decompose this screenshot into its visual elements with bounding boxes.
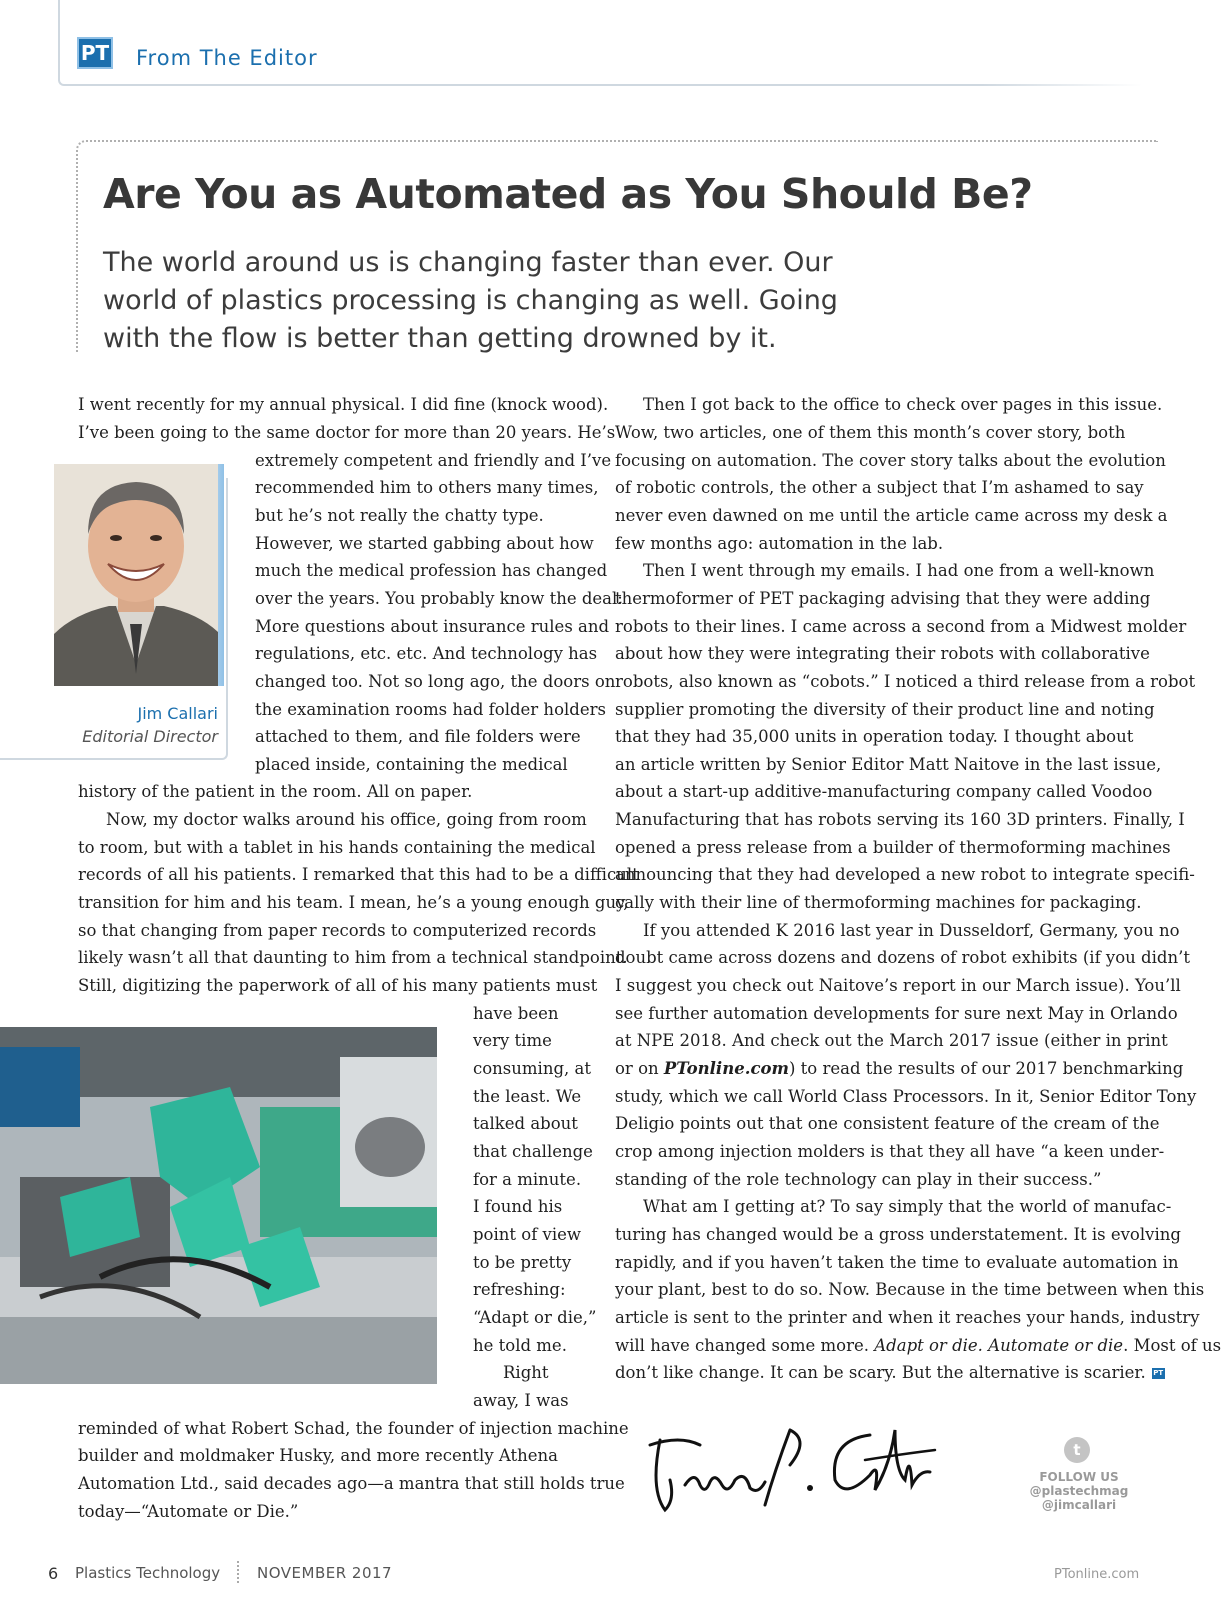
body-line: More questions about insurance rules and xyxy=(255,617,610,636)
body-line: thermoformer of PET packaging advising that they were adding xyxy=(615,589,1151,608)
italic-phrase: Adapt or die. Automate or die xyxy=(874,1336,1124,1355)
body-line: much the medical profession has changed xyxy=(255,561,608,580)
handle-plastechmag[interactable]: @plastechmag xyxy=(1029,1484,1129,1498)
body-line: robots to their lines. I came across a second from a Midwest molder xyxy=(615,617,1187,636)
body-line: consuming, at xyxy=(473,1059,591,1078)
body-line: have been xyxy=(473,1004,559,1023)
body-line: the examination rooms had folder holders xyxy=(255,700,606,719)
body-line: your plant, best to do so. Now. Because in the time between when this xyxy=(615,1280,1205,1299)
body-line: Deligio points out that one consistent feature of the cream of the xyxy=(615,1114,1160,1133)
footer-divider xyxy=(237,1561,239,1583)
body-line: If you attended K 2016 last year in Dusseldorf, Germany, you no xyxy=(643,921,1180,940)
body-line: standing of the role technology can play in their success.” xyxy=(615,1170,1102,1189)
body-line: I’ve been going to the same doctor for more than 20 years. He’s xyxy=(78,423,616,442)
body-line: history of the patient in the room. All on paper. xyxy=(78,782,473,801)
body-line: transition for him and his team. I mean, he’s a young enough guy, xyxy=(78,893,629,912)
body-text-fragment: or on xyxy=(615,1059,664,1078)
body-line: few months ago: automation in the lab. xyxy=(615,534,944,553)
body-line: attached to them, and file folders were xyxy=(255,727,581,746)
body-line: doubt came across dozens and dozens of robot exhibits (if you didn’t xyxy=(615,948,1190,967)
body-line: but he’s not really the chatty type. xyxy=(255,506,544,525)
body-line: What am I getting at? To say simply that the world of manufac- xyxy=(643,1197,1172,1216)
body-line: Manufacturing that has robots serving its 160 3D printers. Finally, I xyxy=(615,810,1185,829)
handle-jimcallari[interactable]: @jimcallari xyxy=(1041,1498,1117,1512)
body-line: the least. We xyxy=(473,1087,582,1106)
body-text-fragment: ) to read the results of our 2017 benchmarking xyxy=(788,1059,1184,1078)
body-line: Right xyxy=(503,1363,549,1382)
pt-logo: PT xyxy=(77,37,113,69)
body-text-fragment: . Most of us xyxy=(1123,1336,1221,1355)
body-line: never even dawned on me until the article came across my desk a xyxy=(615,506,1168,525)
body-line: Then I got back to the office to check over pages in this issue. xyxy=(643,395,1163,414)
body-line: away, I was xyxy=(473,1391,569,1410)
body-line: over the years. You probably know the deal: xyxy=(255,589,623,608)
body-line: refreshing: xyxy=(473,1280,566,1299)
body-line: Now, my doctor walks around his office, going from room xyxy=(106,810,587,829)
body-line: see further automation developments for sure next May in Orlando xyxy=(615,1004,1178,1023)
body-line: rapidly, and if you haven’t taken the time to evaluate automation in xyxy=(615,1253,1179,1272)
body-line: Automation Ltd., said decades ago—a mantra that still holds true xyxy=(78,1474,625,1493)
section-label: From The Editor xyxy=(136,46,318,70)
body-line: reminded of what Robert Schad, the founder of injection machine xyxy=(78,1419,629,1438)
body-line: that challenge xyxy=(473,1142,593,1161)
editor-signature xyxy=(640,1410,940,1520)
body-line: Then I went through my emails. I had one from a well-known xyxy=(643,561,1155,580)
issue-date: NOVEMBER 2017 xyxy=(257,1564,393,1582)
follow-label: FOLLOW US xyxy=(1039,1470,1119,1484)
body-line: point of view xyxy=(473,1225,582,1244)
body-line: announcing that they had developed a new robot to integrate specifi- xyxy=(615,865,1195,884)
body-line: robots, also known as “cobots.” I noticed a third release from a robot xyxy=(615,672,1196,691)
body-line: crop among injection molders is that they all have “a keen under- xyxy=(615,1142,1165,1161)
ptonline-link[interactable]: PTonline.com xyxy=(663,1059,789,1078)
body-line: I found his xyxy=(473,1197,563,1216)
body-line: supplier promoting the diversity of their product line and noting xyxy=(615,700,1155,719)
body-line: regulations, etc. etc. And technology has xyxy=(255,644,598,663)
body-line: that they had 35,000 units in operation today. I thought about xyxy=(615,727,1134,746)
body-line: about how they were integrating their robots with collaborative xyxy=(615,644,1150,663)
body-line: Still, digitizing the paperwork of all of his many patients must xyxy=(78,976,598,995)
author-title: Editorial Director xyxy=(82,727,218,746)
body-line: article is sent to the printer and when it reaches your hands, industry xyxy=(615,1308,1200,1327)
end-mark-icon: PT xyxy=(1153,1369,1164,1377)
website-link[interactable]: PTonline.com xyxy=(1054,1567,1140,1582)
body-line: “Adapt or die,” xyxy=(473,1308,597,1327)
body-line-last xyxy=(615,1359,1165,1387)
body-line: an article written by Senior Editor Matt Naitove in the last issue, xyxy=(615,755,1162,774)
body-line: placed inside, containing the medical xyxy=(255,755,568,774)
body-line: for a minute. xyxy=(473,1170,582,1189)
body-line: about a start-up additive-manufacturing company called Voodoo xyxy=(615,782,1153,801)
body-line: opened a press release from a builder of thermoforming machines xyxy=(615,838,1171,857)
magazine-name: Plastics Technology xyxy=(75,1564,221,1582)
body-line: However, we started gabbing about how xyxy=(255,534,594,553)
headline: Are You as Automated as You Should Be? xyxy=(103,170,1033,218)
body-line: likely wasn’t all that daunting to him from a technical standpoint. xyxy=(78,948,628,967)
body-line: today—“Automate or Die.” xyxy=(78,1502,299,1521)
twitter-icon[interactable]: t xyxy=(1064,1437,1090,1463)
body-text-fragment: will have changed some more. xyxy=(615,1336,875,1355)
body-line: to be pretty xyxy=(473,1253,572,1272)
body-line: he told me. xyxy=(473,1336,567,1355)
deck: The world around us is changing faster than ever. Our world of plastics processing is changing as well. Going with the flow is better than getting drowned by it. xyxy=(103,247,838,354)
body-line-with-italics xyxy=(615,1332,1221,1360)
body-line: extremely competent and friendly and I’ve xyxy=(255,451,612,470)
body-line: very time xyxy=(473,1031,552,1050)
robot-exhibit-photo xyxy=(0,1027,437,1384)
body-line: turing has changed would be a gross understatement. It is evolving xyxy=(615,1225,1181,1244)
body-line: I went recently for my annual physical. I did fine (knock wood). xyxy=(78,395,609,414)
body-line: talked about xyxy=(473,1114,578,1133)
body-line: to room, but with a tablet in his hands containing the medical xyxy=(78,838,596,857)
body-line: so that changing from paper records to computerized records xyxy=(78,921,597,940)
body-line: focusing on automation. The cover story talks about the evolution xyxy=(615,451,1166,470)
body-line: study, which we call World Class Processors. In it, Senior Editor Tony xyxy=(615,1087,1197,1106)
body-line: records of all his patients. I remarked that this had to be a difficult xyxy=(78,865,639,884)
body-line: of robotic controls, the other a subject that I’m ashamed to say xyxy=(615,478,1144,497)
body-line-with-link xyxy=(615,1055,1183,1083)
body-line: recommended him to others many times, xyxy=(255,478,599,497)
body-text-fragment: don’t like change. It can be scary. But the alternative is scarier. xyxy=(615,1363,1146,1382)
body-line: builder and moldmaker Husky, and more recently Athena xyxy=(78,1446,558,1465)
body-line: cally with their line of thermoforming machines for packaging. xyxy=(615,893,1142,912)
author-name: Jim Callari xyxy=(137,704,218,723)
body-line: I suggest you check out Naitove’s report in our March issue). You’ll xyxy=(615,976,1181,995)
author-portrait xyxy=(54,464,218,686)
follow-us-block xyxy=(1020,1470,1138,1512)
page-number: 6 xyxy=(48,1564,59,1583)
body-line: Wow, two articles, one of them this month’s cover story, both xyxy=(615,423,1126,442)
body-line: at NPE 2018. And check out the March 2017 issue (either in print xyxy=(615,1031,1168,1050)
header-rule xyxy=(58,0,1140,86)
body-line: changed too. Not so long ago, the doors on xyxy=(255,672,616,691)
